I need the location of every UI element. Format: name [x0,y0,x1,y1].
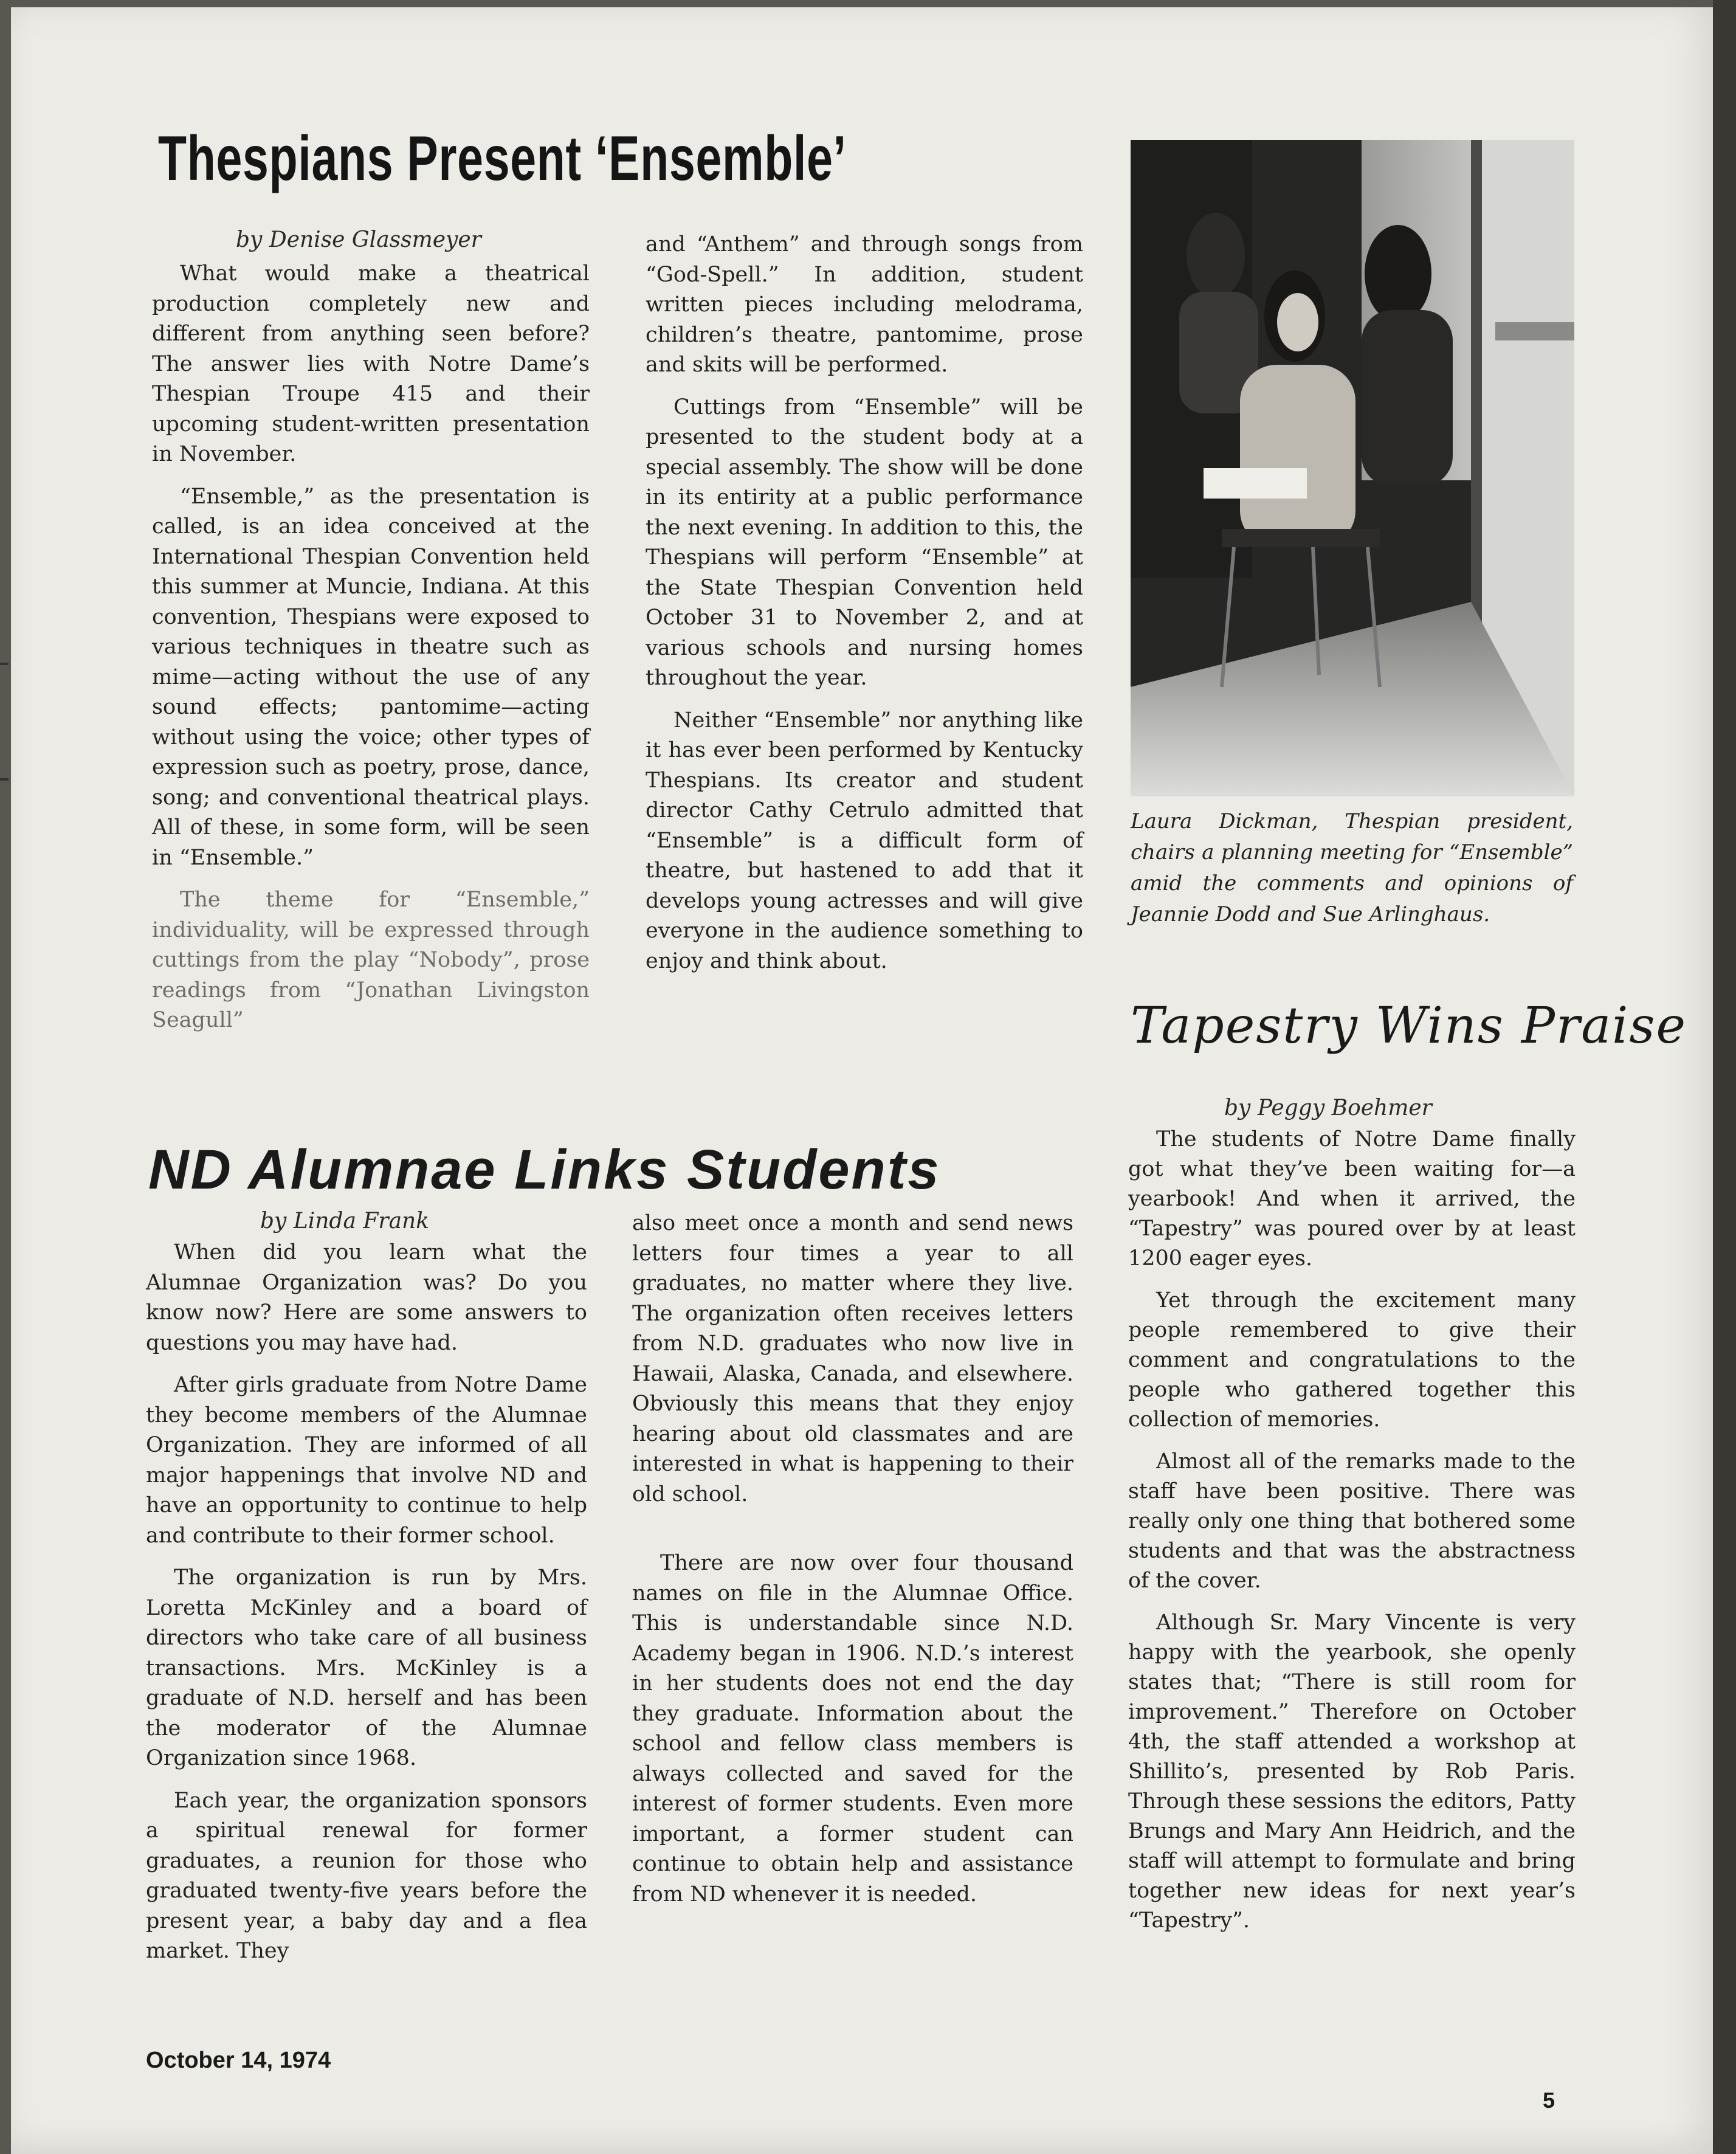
byline-peggy: by Peggy Boehmer [1224,1096,1432,1120]
paragraph: Almost all of the remarks made to the staff have been positive. There was really only one thing that bothered some students and that was the abstractness of the cover. [1128,1449,1576,1593]
paragraph: Each year, the organization sponsors a spiritual renewal for former graduates, a reunion for those who graduated twenty-five years before the present year, a baby day and a flea market. They [146,1788,587,1963]
paragraph: Although Sr. Mary Vincente is very happy with the yearbook, she openly states that; “There is still room for improvement.” Therefore on October 4th, the staff attended a workshop at Shillito’s, presented by Rob Paris. Through these sessions the editors, Patty Brungs and Mary Ann Heidrich, and the staff will attempt to formulate and bring together new ideas for next year’s “Tapestry”. [1128,1610,1576,1933]
byline-denise: by Denise Glassmeyer [236,227,481,252]
article1-column2 [646,230,1083,989]
article2-column1 [146,1238,587,1979]
paragraph: There are now over four thousand names on file in the Alumnae Office. This is understandable since N.D. Academy began in 1906. N.D.’s interest in her students does not end the day they graduate. Information about the school and fellow class members is always collected and saved for the interest of former students. Even more important, a former student can continue to obtain help and assistance from ND whenever it is needed. [632,1551,1073,1907]
byline-linda: by Linda Frank [260,1209,430,1234]
headline-tapestry: Tapestry Wins Praise [1131,997,1687,1055]
article2-column2 [632,1209,1073,1922]
headline-nd-alumnae: ND Alumnae Links Students [148,1139,941,1201]
paragraph: and “Anthem” and through songs from “God-Spell.” In addition, student written pieces including melodrama, children’s theatre, pantomime, prose and skits will be performed. [646,232,1083,377]
paragraph: also meet once a month and send news letters four times a year to all graduates, no matter where they live. The organization often receives letters from N.D. graduates who now live in Hawaii, Alaska, Canada, and elsewhere. Obviously this means that they enjoy hearing about old classmates and are interested in what is happening to their old school. [632,1211,1073,1507]
article1-column1 [152,259,590,1048]
paragraph: After girls graduate from Notre Dame they become members of the Alumnae Organization. They are informed of all major happenings that involve ND and have an opportunity to continue to help and contribute to their former school. [146,1373,587,1548]
newspaper-page [11,7,1713,2154]
photo-caption: Laura Dickman, Thespian president, chairs a planning meeting for “Ensemble” amid the comments and opinions of Jeannie Dodd and Sue Arlinghaus. [1131,809,1573,927]
page-number: 5 [1543,2088,1555,2113]
paragraph: The theme for “Ensemble,” individuality, will be expressed through cuttings from the play “Nobody”, prose readings from “Jonathan Livingston Seagull” [152,888,590,1032]
binder-mark [0,663,9,665]
paragraph: What would make a theatrical production completely new and different from anything seen before? The answer lies with Notre Dame’s Thespian Troupe 415 and their upcoming student-written presentation in November. [152,261,590,466]
photo-thespian-meeting [1131,140,1574,796]
paragraph: Yet through the excitement many people remembered to give their comment and congratulations to the people who gathered together this collection of memories. [1128,1288,1576,1432]
classroom-photo-image [1131,140,1574,796]
page-edge-shadow [1713,0,1736,2154]
paragraph: Cuttings from “Ensemble” will be presented to the student body at a special assembly. The show will be done in its entirity at a public performance the next evening. In addition to this, the Thespians will perform “Ensemble” at the State Thespian Convention held October 31 to November 2, and at various schools and nursing homes throughout the year. [646,395,1083,690]
article3-column [1128,1125,1576,1948]
issue-date: October 14, 1974 [146,2048,331,2073]
paragraph: Neither “Ensemble” nor anything like it has ever been performed by Kentucky Thespians. Its creator and student director Cathy Cetrulo admitted that “Ensemble” is a difficult form of theatre, but hastened to add that it develops young actresses and will give everyone in the audience something to enjoy and think about. [646,708,1083,973]
headline-thespians: Thespians Present ‘Ensemble’ [158,123,847,194]
paragraph: The organization is run by Mrs. Loretta McKinley and a board of directors who take care of all business transactions. Mrs. McKinley is a graduate of N.D. herself and has been the moderator of the Alumnae Organization since 1968. [146,1565,587,1770]
paragraph: The students of Notre Dame finally got what they’ve been waiting for—a yearbook! And when it arrived, the “Tapestry” was poured over by at least 1200 eager eyes. [1128,1127,1576,1271]
binder-mark [0,778,9,781]
paragraph: When did you learn what the Alumnae Organization was? Do you know now? Here are some answers to questions you may have had. [146,1240,587,1355]
paragraph: “Ensemble,” as the presentation is called, is an idea conceived at the International Thespian Convention held this summer at Muncie, Indiana. At this convention, Thespians were exposed to various techniques in theatre such as mime—acting without the use of any sound effects; pantomime—acting without using the voice; other types of expression such as poetry, prose, dance, song; and conventional theatrical plays. All of these, in some form, will be seen in “Ensemble.” [152,484,590,870]
